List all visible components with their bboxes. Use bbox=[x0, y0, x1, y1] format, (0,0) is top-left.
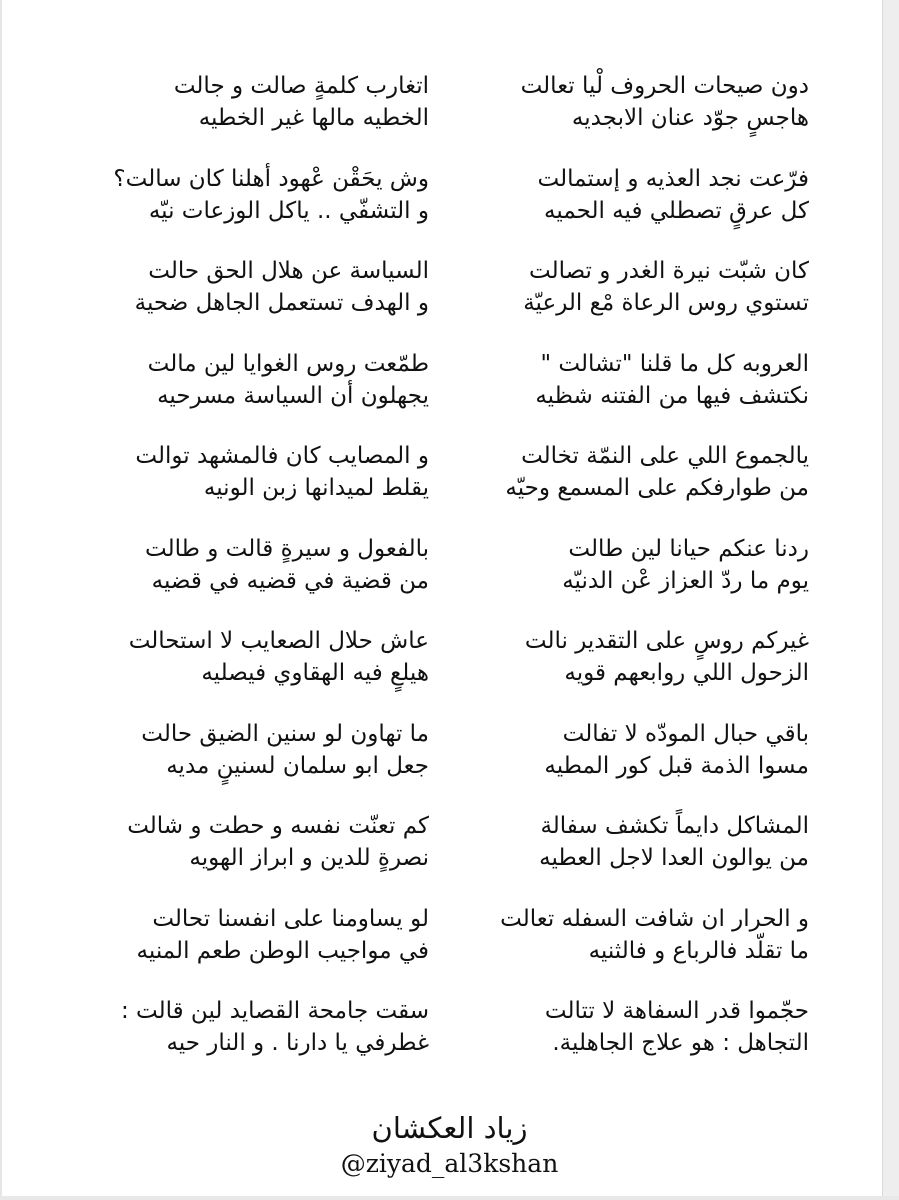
verse bbox=[469, 70, 809, 163]
verse-first-hemistich: فرّعت نجد العذيه و إستمالت bbox=[537, 165, 809, 192]
verse bbox=[79, 995, 429, 1088]
verse-first-hemistich: كان شبّت نيرة الغدر و تصالت bbox=[528, 258, 809, 284]
verse-first-hemistich: طمّعت روس الغوايا لين مالت bbox=[147, 350, 429, 377]
verse-second-hemistich: و التشفّي .. ياكل الوزعات نيّه bbox=[148, 197, 429, 224]
verse-first-hemistich: يالجموع اللي على النمّة تخالت bbox=[521, 443, 809, 469]
verse-first-hemistich: السياسة عن هلال الحق حالت bbox=[148, 258, 429, 284]
verse-second-hemistich: كل عرقٍ تصطلي فيه الحميه bbox=[544, 197, 809, 224]
verse-second-hemistich: يوم ما ردّ العزاز عْن الدنيّه bbox=[562, 567, 809, 594]
verse-second-hemistich: الخطيه مالها غير الخطيه bbox=[198, 105, 429, 131]
author-handle: @ziyad_al3kshan bbox=[340, 1149, 559, 1178]
verse-first-hemistich: باقي حبال المودّه لا تفالت bbox=[562, 720, 809, 747]
author-name: زياد العكشان bbox=[371, 1111, 528, 1145]
verse bbox=[469, 163, 809, 256]
verse bbox=[79, 348, 429, 441]
page-bottom-edge bbox=[0, 1196, 899, 1200]
verse-first-hemistich: اتغارب كلمةٍ صالت و جالت bbox=[173, 73, 429, 99]
verse-second-hemistich: الزحول اللي روابعهم قويه bbox=[564, 660, 809, 686]
verse-first-hemistich: حجّموا قدر السفاهة لا تتالت bbox=[544, 998, 809, 1024]
verse-second-hemistich: ما تقلّد فالرباع و فالثنيه bbox=[588, 937, 809, 964]
verse bbox=[469, 533, 809, 626]
verse-first-hemistich: ما تهاون لو سنين الضيق حالت bbox=[141, 720, 429, 747]
verse-first-hemistich: العروبه كل ما قلنا "تشالت " bbox=[540, 350, 809, 377]
verse-second-hemistich: نصرةٍ للدين و ابراز الهويه bbox=[189, 845, 429, 871]
page-left-edge bbox=[0, 0, 2, 1200]
verse bbox=[79, 810, 429, 903]
verse-second-hemistich: يجهلون أن السياسة مسرحيه bbox=[157, 382, 429, 409]
verse-second-hemistich: من قضية في قضيه في قضيه bbox=[151, 567, 429, 594]
verse-second-hemistich: و الهدف تستعمل الجاهل ضحية bbox=[134, 290, 429, 316]
verse bbox=[469, 810, 809, 903]
verse-second-hemistich: في مواجيب الوطن طعم المنيه bbox=[136, 937, 429, 964]
verse-first-hemistich: ردنا عنكم حيانا لين طالت bbox=[568, 535, 809, 562]
verse bbox=[79, 903, 429, 996]
verse bbox=[469, 348, 809, 441]
verse-second-hemistich: هيلعٍ فيه الهقاوي فيصليه bbox=[201, 660, 429, 686]
verse bbox=[79, 255, 429, 348]
verse bbox=[79, 533, 429, 626]
verse bbox=[469, 255, 809, 348]
verse bbox=[469, 625, 809, 718]
poem-right-column bbox=[469, 70, 809, 1088]
verse bbox=[79, 625, 429, 718]
verse-second-hemistich: من يوالون العدا لاجل العطيه bbox=[539, 845, 809, 871]
verse-second-hemistich: نكتشف فيها من الفتنه شظيه bbox=[535, 382, 809, 409]
verse-first-hemistich: عاش حلال الصعايب لا استحالت bbox=[128, 628, 429, 654]
verse-first-hemistich: و الحرار ان شافت السفله تعالت bbox=[500, 905, 809, 932]
verse bbox=[469, 995, 809, 1088]
verse bbox=[469, 903, 809, 996]
verse-first-hemistich: غيركم روسٍ على التقدير نالت bbox=[524, 628, 809, 654]
verse-second-hemistich: التجاهل : هو علاج الجاهلية. bbox=[552, 1030, 809, 1056]
verse bbox=[79, 163, 429, 256]
verse-first-hemistich: كم تعنّت نفسه و حطت و شالت bbox=[127, 813, 429, 839]
verse bbox=[79, 70, 429, 163]
verse-second-hemistich: غطرفي يا دارنا . و النار حيه bbox=[166, 1030, 429, 1056]
verse bbox=[469, 440, 809, 533]
verse-first-hemistich: سقت جامحة القصايد لين قالت : bbox=[120, 998, 429, 1024]
poem-left-column bbox=[79, 70, 429, 1088]
verse-second-hemistich: هاجسٍ جوّد عنان الابجديه bbox=[571, 105, 809, 131]
verse-second-hemistich: يقلط لميدانها زبن الونيه bbox=[203, 475, 429, 501]
verse-first-hemistich: لو يساومنا على انفسنا تحالت bbox=[152, 905, 429, 932]
verse-first-hemistich: المشاكل دايماً تكشف سفالة bbox=[540, 813, 809, 839]
verse-second-hemistich: مسوا الذمة قبل كور المطيه bbox=[544, 752, 809, 779]
verse bbox=[79, 440, 429, 533]
verse-first-hemistich: بالفعول و سيرةٍ قالت و طالت bbox=[145, 535, 429, 562]
page-right-edge bbox=[882, 0, 899, 1200]
verse-second-hemistich: من طوارفكم على المسمع وحيّه bbox=[505, 475, 809, 501]
verse-first-hemistich: وش يحَقْن عْهود أهلنا كان سالت؟ bbox=[113, 165, 429, 192]
verse bbox=[469, 718, 809, 811]
verse-second-hemistich: جعل ابو سلمان لسنينٍ مديه bbox=[166, 752, 429, 779]
verse-first-hemistich: دون صيحات الحروف لْيا تعالت bbox=[520, 73, 809, 99]
verse-second-hemistich: تستوي روس الرعاة مْع الرعيّة bbox=[523, 290, 809, 316]
verse bbox=[79, 718, 429, 811]
verse-first-hemistich: و المصايب كان فالمشهد توالت bbox=[135, 443, 429, 469]
